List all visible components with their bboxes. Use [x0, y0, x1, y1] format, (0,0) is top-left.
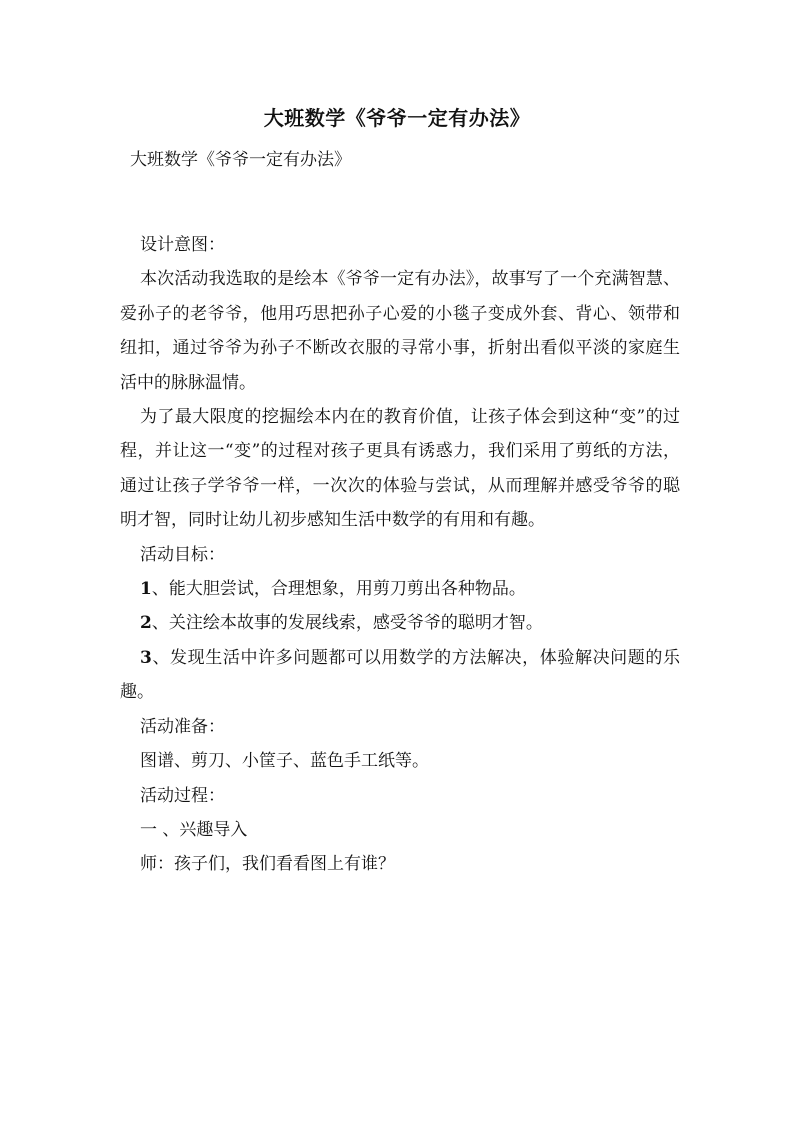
goal-item-3 [120, 641, 680, 710]
process-step-1: 一 、兴趣导入 [140, 819, 248, 840]
goal-item-2 [120, 606, 680, 640]
goal-item-1 [120, 572, 680, 606]
goal-number: 1 [140, 579, 152, 600]
section-heading-process: 活动过程： [140, 785, 225, 806]
goal-text: 、发现生活中许多问题都可以用数学的方法解决，体验解决问题的乐趣。 [120, 647, 680, 703]
paragraph-teacher-line: 师：孩子们，我们看看图上有谁？ [140, 854, 395, 875]
goal-number: 2 [140, 613, 152, 634]
paragraph-design-intent-1: 本次活动我选取的是绘本《爷爷一定有办法》，故事写了一个充满智慧、爱孙子的老爷爷，他用巧思把孙子心爱的小毯子变成外套、背心、领带和纽扣，通过爷爷为孙子不断改衣服的寻常小事，折射出看似平淡的家庭生活中的脉脉温情。 [120, 269, 680, 393]
goal-number: 3 [140, 647, 152, 668]
document-title: 大班数学《爷爷一定有办法》 [263, 106, 531, 130]
section-heading-goals: 活动目标： [140, 544, 225, 565]
section-heading-preparation: 活动准备： [140, 716, 225, 737]
document-body [120, 228, 680, 882]
goal-text: 、能大胆尝试，合理想象，用剪刀剪出各种物品。 [151, 579, 526, 600]
paragraph-design-intent-2: 为了最大限度的挖掘绘本内在的教育价值，让孩子体会到这种“变”的过程，并让这一“变”的过程对孩子更具有诱惑力，我们采用了剪纸的方法，通过让孩子学爷爷一样，一次次的体验与尝试，从而理解并感受爷爷的聪明才智，同时让幼儿初步感知生活中数学的有用和有趣。 [120, 407, 680, 531]
goal-text: 、关注绘本故事的发展线索，感受爷爷的聪明才智。 [151, 613, 543, 634]
document-subtitle: 大班数学《爷爷一定有办法》 [130, 150, 351, 170]
paragraph-preparation: 图谱、剪刀、小筐子、蓝色手工纸等。 [140, 751, 429, 772]
section-heading-design-intent: 设计意图： [140, 235, 225, 255]
